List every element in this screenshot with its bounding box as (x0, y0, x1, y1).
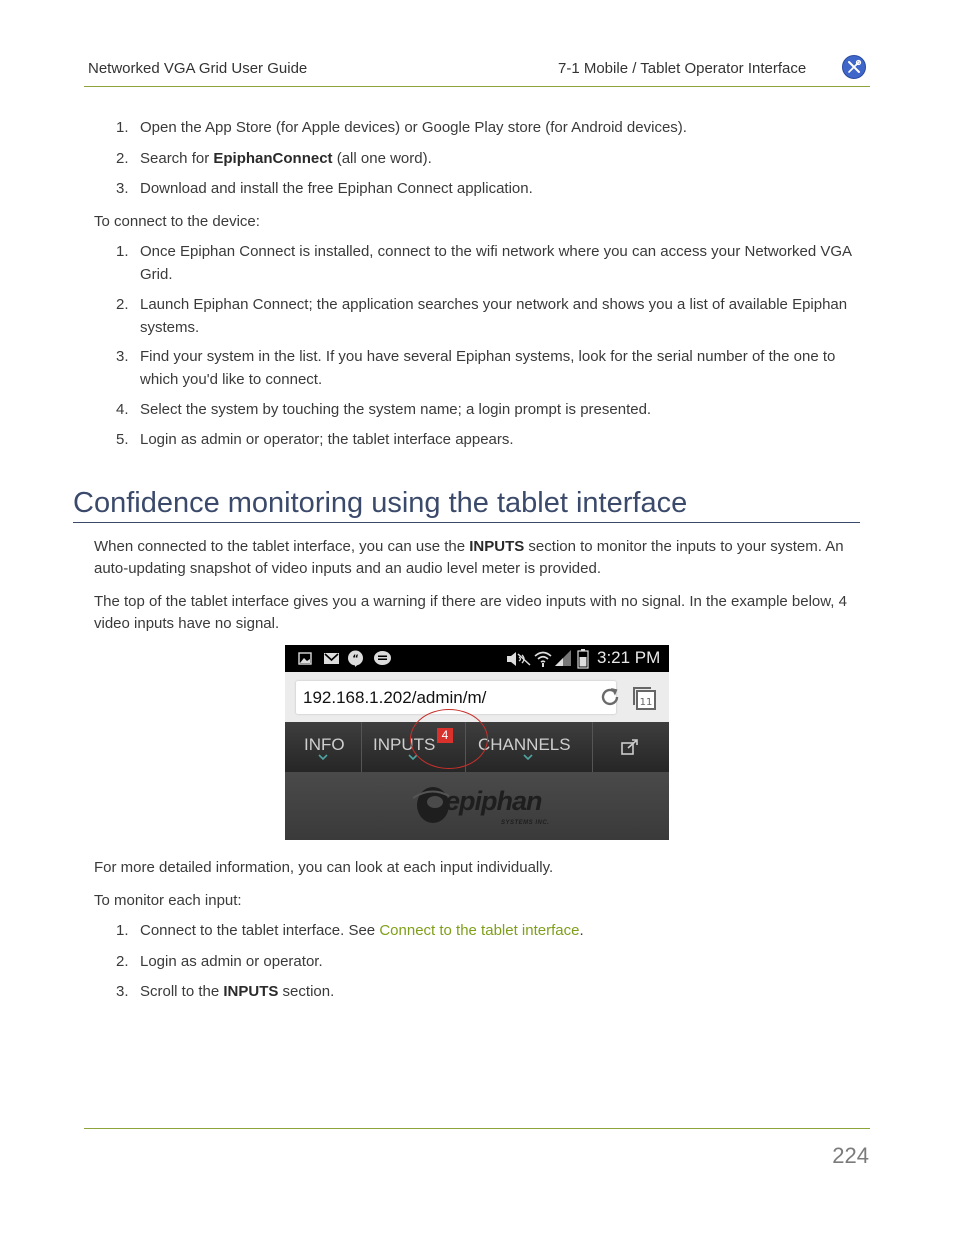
nav-info[interactable] (285, 722, 361, 772)
svg-text:“: “ (352, 653, 359, 665)
running-header-chapter: 7-1 Mobile / Tablet Operator Interface (558, 60, 807, 77)
monitor-intro: To monitor each input: (94, 892, 242, 909)
connect-intro: To connect to the device: (94, 213, 260, 230)
paragraph: The top of the tablet interface gives you a warning if there are video inputs with no signal. In the example below, 4 video inputs have no signal. (94, 593, 847, 632)
wifi-icon (534, 650, 552, 668)
running-header-title: Networked VGA Grid User Guide (88, 60, 308, 77)
logo-subtext: SYSTEMS INC. (501, 820, 550, 826)
heading-rule (73, 522, 860, 523)
image-icon (298, 652, 312, 665)
logo-text: epiphan (445, 786, 542, 816)
section-heading: Confidence monitoring using the tablet interface (73, 487, 688, 519)
external-link-icon[interactable] (621, 739, 639, 755)
paragraph: When connected to the tablet interface, you can use the INPUTS section to monitor the inputs to your system. An auto-updating snapshot of video inputs and an audio level meter is provided. (94, 538, 844, 577)
status-bar (285, 645, 669, 672)
browser-url-bar (285, 672, 669, 722)
no-signal-badge: 4 (437, 728, 453, 743)
tab-count: 11 (639, 697, 653, 708)
header-rule (84, 86, 870, 87)
chat-bubble-icon (373, 650, 392, 667)
hangouts-icon (347, 650, 364, 667)
paragraph: For more detailed information, you can look at each input individually. (94, 859, 554, 876)
clock: 3:21 PM (597, 648, 661, 667)
highlight-circle (410, 709, 488, 769)
gmail-icon (323, 652, 340, 665)
reload-icon[interactable] (598, 685, 622, 709)
battery-icon (577, 649, 589, 669)
nav-channels-label: CHANNELS (478, 735, 571, 754)
chevron-down-icon (523, 753, 533, 761)
connect-tablet-link[interactable]: Connect to the tablet interface (379, 922, 580, 939)
mute-icon (505, 651, 531, 667)
browser-tabs-icon[interactable] (631, 685, 657, 711)
signal-icon (554, 649, 572, 667)
tablet-interface-screenshot (285, 645, 669, 840)
nav-inputs-label: INPUTS (373, 735, 436, 754)
nav-separator (592, 722, 593, 772)
chevron-down-icon (318, 753, 328, 761)
logo-area (285, 772, 669, 840)
tools-icon (842, 55, 866, 79)
url-text: 192.168.1.202/admin/m/ (303, 688, 487, 707)
footer-rule (84, 1128, 870, 1129)
nav-info-label: INFO (304, 735, 345, 754)
page-number: 224 (832, 1143, 869, 1168)
